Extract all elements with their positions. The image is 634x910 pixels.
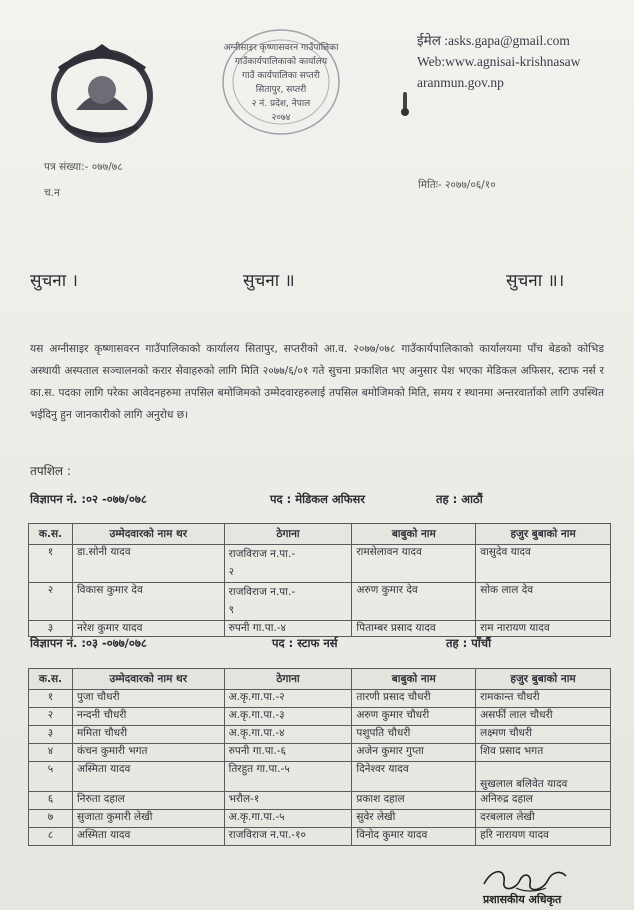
col-header-name: उम्मेदवारको नाम थर: [72, 524, 224, 545]
cell-father: प्रकाश दहाल: [352, 792, 476, 810]
cell-name: निरुता दहाल: [72, 792, 224, 810]
col-header-sn: क.स.: [29, 524, 73, 545]
cell-address: रुपनी गा.पा.-६: [224, 744, 352, 762]
cell-sn: २: [29, 583, 73, 621]
contact-block: [417, 30, 580, 93]
cell-address: [224, 583, 352, 621]
cell-name: नन्दनी चौधरी: [72, 708, 224, 726]
cell-sn: २: [29, 708, 73, 726]
table-row: [29, 810, 611, 828]
table-row: [29, 792, 611, 810]
table-row: [29, 621, 611, 637]
seal-line-5: २ नं. प्रदेश, नेपाल: [251, 99, 311, 109]
seal-line-4: सितापुर, सप्तरी: [255, 85, 307, 95]
col-header-sn: क.स.: [29, 669, 73, 690]
section1-advert-number: विज्ञापन नं. :०२ -०७७/०७८: [30, 492, 147, 506]
cell-father: सुवेर लेखी: [352, 810, 476, 828]
cell-father: अजेन कुमार गुप्ता: [352, 744, 476, 762]
col-header-address: ठेगाना: [224, 524, 352, 545]
notice-heading-1: सुचना ।: [30, 271, 78, 291]
cell-name: विकास कुमार देव: [72, 583, 224, 621]
letter-date: मितिः- २०७७/०६/१०: [418, 179, 496, 191]
nepal-emblem-icon: [46, 40, 158, 148]
cell-address: अ.कृ.गा.पा.-४: [224, 726, 352, 744]
cell-sn: १: [29, 690, 73, 708]
table-row: [29, 690, 611, 708]
cell-sn: ६: [29, 792, 73, 810]
col-header-address: ठेगाना: [224, 669, 352, 690]
table-header-row: [29, 669, 611, 690]
cell-father: पशुपति चौधरी: [352, 726, 476, 744]
seal-line-6: २०७४: [271, 113, 291, 123]
cell-name: अस्मिता यादव: [72, 828, 224, 846]
staff-nurse-table: [28, 668, 611, 846]
col-header-grandfather: हजुर बुबाको नाम: [476, 524, 611, 545]
cell-address: अ.कृ.गा.पा.-५: [224, 810, 352, 828]
section1-level: तह : आठौं: [436, 492, 483, 506]
cell-father: विनोद कुमार यादव: [352, 828, 476, 846]
cell-father: तारणी प्रसाद चौधरी: [352, 690, 476, 708]
medical-officer-table: [28, 523, 611, 637]
cell-father: अरुण कुमार चौधरी: [352, 708, 476, 726]
cell-address-line1: राजविराज न.पा.-: [228, 586, 296, 598]
cell-name: अस्मिता यादव: [72, 762, 224, 792]
table-header-row: [29, 524, 611, 545]
cell-address: [224, 545, 352, 583]
cell-father: दिनेश्वर यादव: [352, 762, 476, 792]
col-header-grandfather: हजुर बुबाको नाम: [476, 669, 611, 690]
table-row: [29, 708, 611, 726]
cell-sn: ३: [29, 726, 73, 744]
cell-grandfather: सुखलाल बलिवेत यादव: [476, 762, 611, 792]
table-row: [29, 726, 611, 744]
cell-father: रामसेलावन यादव: [352, 545, 476, 583]
reference-number: पत्र संख्या:- ०७७/७८: [44, 161, 123, 173]
cell-address-line2: २: [228, 566, 235, 578]
cell-name: कंचन कुमारी भगत: [72, 744, 224, 762]
table-row: [29, 545, 611, 583]
seal-line-2: गाउँकार्यपालिकाको कार्यालय: [234, 57, 328, 67]
cell-address: अ.कृ.गा.पा.-३: [224, 708, 352, 726]
cell-sn: ७: [29, 810, 73, 828]
cell-grandfather: वासुदेव यादव: [476, 545, 611, 583]
cell-name: पुजा चौधरी: [72, 690, 224, 708]
cell-name: सुजाता कुमारी लेखी: [72, 810, 224, 828]
cell-sn: ५: [29, 762, 73, 792]
details-label: तपशिल :: [30, 464, 71, 478]
cell-name: डा.सोनी यादव: [72, 545, 224, 583]
seal-line-1: अग्नीसाइर कृष्णासवरन गाउँपालिका: [223, 43, 339, 53]
cell-father: पिताम्बर प्रसाद यादव: [352, 621, 476, 637]
seal-line-3: गाउँ कार्यपालिका सप्तरी: [242, 71, 320, 81]
col-header-name: उम्मेदवारको नाम थर: [72, 669, 224, 690]
cell-grandfather: लक्ष्मण चौधरी: [476, 726, 611, 744]
col-header-father: बाबुको नाम: [352, 524, 476, 545]
ink-mark-icon: [403, 92, 407, 114]
col-header-father: बाबुको नाम: [352, 669, 476, 690]
cell-grandfather: रामकान्त चौधरी: [476, 690, 611, 708]
cell-address-line1: राजविराज न.पा.-: [228, 548, 296, 560]
cell-name: ममिता चौधरी: [72, 726, 224, 744]
cell-grandfather: अनिरुद्र दहाल: [476, 792, 611, 810]
dispatch-number: च.न: [44, 187, 60, 199]
notice-body: यस अग्नीसाइर कृष्णासवरन गाउँपालिकाको कार्यालय सितापुर, सप्तरीको आ.व. २०७७/०७८ गाउँकार्यपालिकाको कार्यालयमा पाँच बेडको कोभिड अस्थायी अस्पताल सञ्चालनको करार सेवाहरुको लागि मिति २०७७/६/०१ गते सुचना प्रकाशित भए अनुसार पेश भएका मेडिकल अफिसर, स्टाफ नर्स र का.स. पदका लागि परेका आवेदनहरुमा तपसिल बमोजिमको उम्मेदवारहरुलाई तपसिल बमोजिमको मिति, समय र स्थानमा अन्तरवार्ताको लागि उपस्थित भईदिनु हुन जानकारीको लागि अनुरोध छ।: [30, 343, 604, 421]
website-text: Web:www.agnisai-krishnasaw: [417, 54, 581, 69]
cell-address: राजविराज न.पा.-१०: [224, 828, 352, 846]
cell-sn: ३: [29, 621, 73, 637]
cell-grandfather: राम नारायण यादव: [476, 621, 611, 637]
cell-grandfather: हरि नारायण यादव: [476, 828, 611, 846]
website-text-cont: aranmun.gov.np: [417, 75, 504, 90]
table-row: [29, 762, 611, 792]
table-row: [29, 583, 611, 621]
notice-heading-3: सुचना ॥।: [506, 271, 565, 291]
cell-name: नरेश कुमार यादव: [72, 621, 224, 637]
signatory-title: प्रशासकीय अधिकृत: [483, 893, 562, 906]
section2-post: पद : स्टाफ नर्स: [272, 636, 338, 650]
table-row: [29, 828, 611, 846]
cell-grandfather: सोक लाल देव: [476, 583, 611, 621]
cell-sn: १: [29, 545, 73, 583]
email-text: ईमेल :asks.gapa@gmail.com: [417, 33, 570, 48]
cell-grandfather: शिव प्रसाद भगत: [476, 744, 611, 762]
table-row: [29, 744, 611, 762]
cell-sn: ४: [29, 744, 73, 762]
cell-sn: ८: [29, 828, 73, 846]
cell-address: अ.कृ.गा.पा.-२: [224, 690, 352, 708]
section2-advert-number: विज्ञापन नं. :०३ -०७७/०७८: [30, 636, 147, 650]
cell-address-line2: ९: [228, 604, 235, 616]
cell-address: तिरहुत गा.पा.-५: [224, 762, 352, 792]
section2-level: तह : पाँचौं: [446, 636, 492, 650]
office-seal: [196, 20, 366, 140]
cell-grandfather: असर्फी लाल चौधरी: [476, 708, 611, 726]
cell-address: रुपनी गा.पा.-४: [224, 621, 352, 637]
notice-heading-2: सुचना ॥: [243, 271, 295, 291]
cell-address: भरौल-१: [224, 792, 352, 810]
cell-father: अरुण कुमार देव: [352, 583, 476, 621]
section1-post: पद : मेडिकल अफिसर: [270, 492, 365, 506]
cell-grandfather: दरबलाल लेखी: [476, 810, 611, 828]
